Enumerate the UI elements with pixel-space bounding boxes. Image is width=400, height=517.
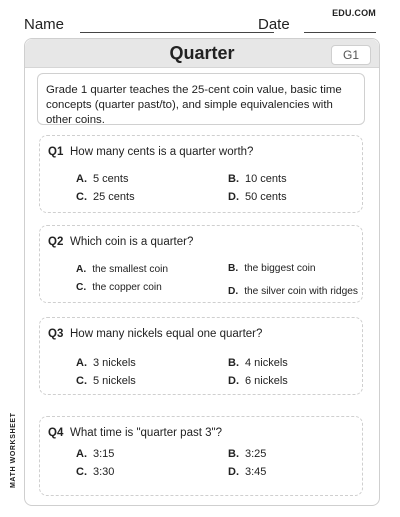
option-c[interactable] bbox=[76, 466, 114, 478]
option-text: the copper coin bbox=[92, 282, 162, 293]
question-number: Q1 bbox=[48, 146, 64, 158]
option-text: 6 nickels bbox=[245, 375, 288, 387]
question-text: What time is "quarter past 3"? bbox=[70, 427, 222, 439]
option-c[interactable] bbox=[76, 375, 136, 387]
option-letter: A. bbox=[76, 264, 87, 275]
option-b[interactable] bbox=[228, 173, 287, 185]
option-text: the biggest coin bbox=[244, 263, 316, 274]
option-a[interactable] bbox=[76, 357, 136, 369]
option-a[interactable] bbox=[76, 173, 128, 185]
option-d[interactable] bbox=[228, 375, 288, 387]
option-letter: C. bbox=[76, 466, 87, 478]
option-text: 3:30 bbox=[93, 466, 115, 478]
intro-text: Grade 1 quarter teaches the 25-cent coin value, basic time concepts (quarter past/to), and simple equivalencies with other coins. bbox=[37, 73, 365, 125]
option-text: 50 cents bbox=[245, 191, 287, 203]
question-number: Q4 bbox=[48, 427, 64, 439]
brand-logo: EDU.COM bbox=[332, 8, 376, 18]
question-text: How many cents is a quarter worth? bbox=[70, 146, 254, 158]
option-text: the smallest coin bbox=[92, 264, 169, 275]
option-text: 3:15 bbox=[93, 448, 115, 460]
option-letter: A. bbox=[76, 173, 87, 185]
grade-badge: G1 bbox=[331, 45, 371, 65]
option-letter: A. bbox=[76, 357, 87, 369]
option-letter: C. bbox=[76, 191, 87, 203]
question-4 bbox=[39, 416, 363, 496]
title-bar bbox=[25, 39, 379, 68]
option-text: 3:45 bbox=[245, 466, 267, 478]
option-c[interactable] bbox=[76, 191, 135, 203]
question-number: Q3 bbox=[48, 328, 64, 340]
option-letter: B. bbox=[228, 357, 239, 369]
option-text: the silver coin with ridges bbox=[244, 286, 358, 297]
question-text: How many nickels equal one quarter? bbox=[70, 328, 263, 340]
option-d[interactable] bbox=[228, 191, 287, 203]
option-letter: D. bbox=[228, 191, 239, 203]
option-letter: D. bbox=[228, 466, 239, 478]
option-text: 4 nickels bbox=[245, 357, 288, 369]
option-text: 3 nickels bbox=[93, 357, 136, 369]
question-1 bbox=[39, 135, 363, 213]
question-3 bbox=[39, 317, 363, 395]
option-letter: D. bbox=[228, 286, 239, 297]
option-d[interactable] bbox=[228, 286, 358, 297]
question-text: Which coin is a quarter? bbox=[70, 236, 194, 248]
option-text: 25 cents bbox=[93, 191, 135, 203]
header-row bbox=[24, 12, 376, 36]
option-c[interactable] bbox=[76, 282, 162, 293]
option-a[interactable] bbox=[76, 448, 114, 460]
question-number: Q2 bbox=[48, 236, 64, 248]
option-text: 5 cents bbox=[93, 173, 129, 185]
option-letter: B. bbox=[228, 173, 239, 185]
option-b[interactable] bbox=[228, 263, 316, 274]
option-text: 3:25 bbox=[245, 448, 267, 460]
option-d[interactable] bbox=[228, 466, 266, 478]
option-letter: C. bbox=[76, 375, 87, 387]
option-letter: C. bbox=[76, 282, 87, 293]
option-letter: D. bbox=[228, 375, 239, 387]
option-b[interactable] bbox=[228, 357, 288, 369]
date-line[interactable] bbox=[304, 32, 376, 33]
option-text: 5 nickels bbox=[93, 375, 136, 387]
option-a[interactable] bbox=[76, 264, 168, 275]
option-text: 10 cents bbox=[245, 173, 287, 185]
worksheet-title: Quarter bbox=[169, 43, 235, 63]
option-b[interactable] bbox=[228, 448, 266, 460]
question-2 bbox=[39, 225, 363, 303]
name-label: Name bbox=[24, 16, 65, 33]
option-letter: B. bbox=[228, 448, 239, 460]
date-label: Date bbox=[258, 16, 290, 33]
name-line[interactable] bbox=[80, 32, 274, 33]
option-letter: B. bbox=[228, 263, 239, 274]
worksheet-card bbox=[24, 38, 380, 506]
option-letter: A. bbox=[76, 448, 87, 460]
side-label: MATH WORKSHEET bbox=[10, 412, 17, 488]
